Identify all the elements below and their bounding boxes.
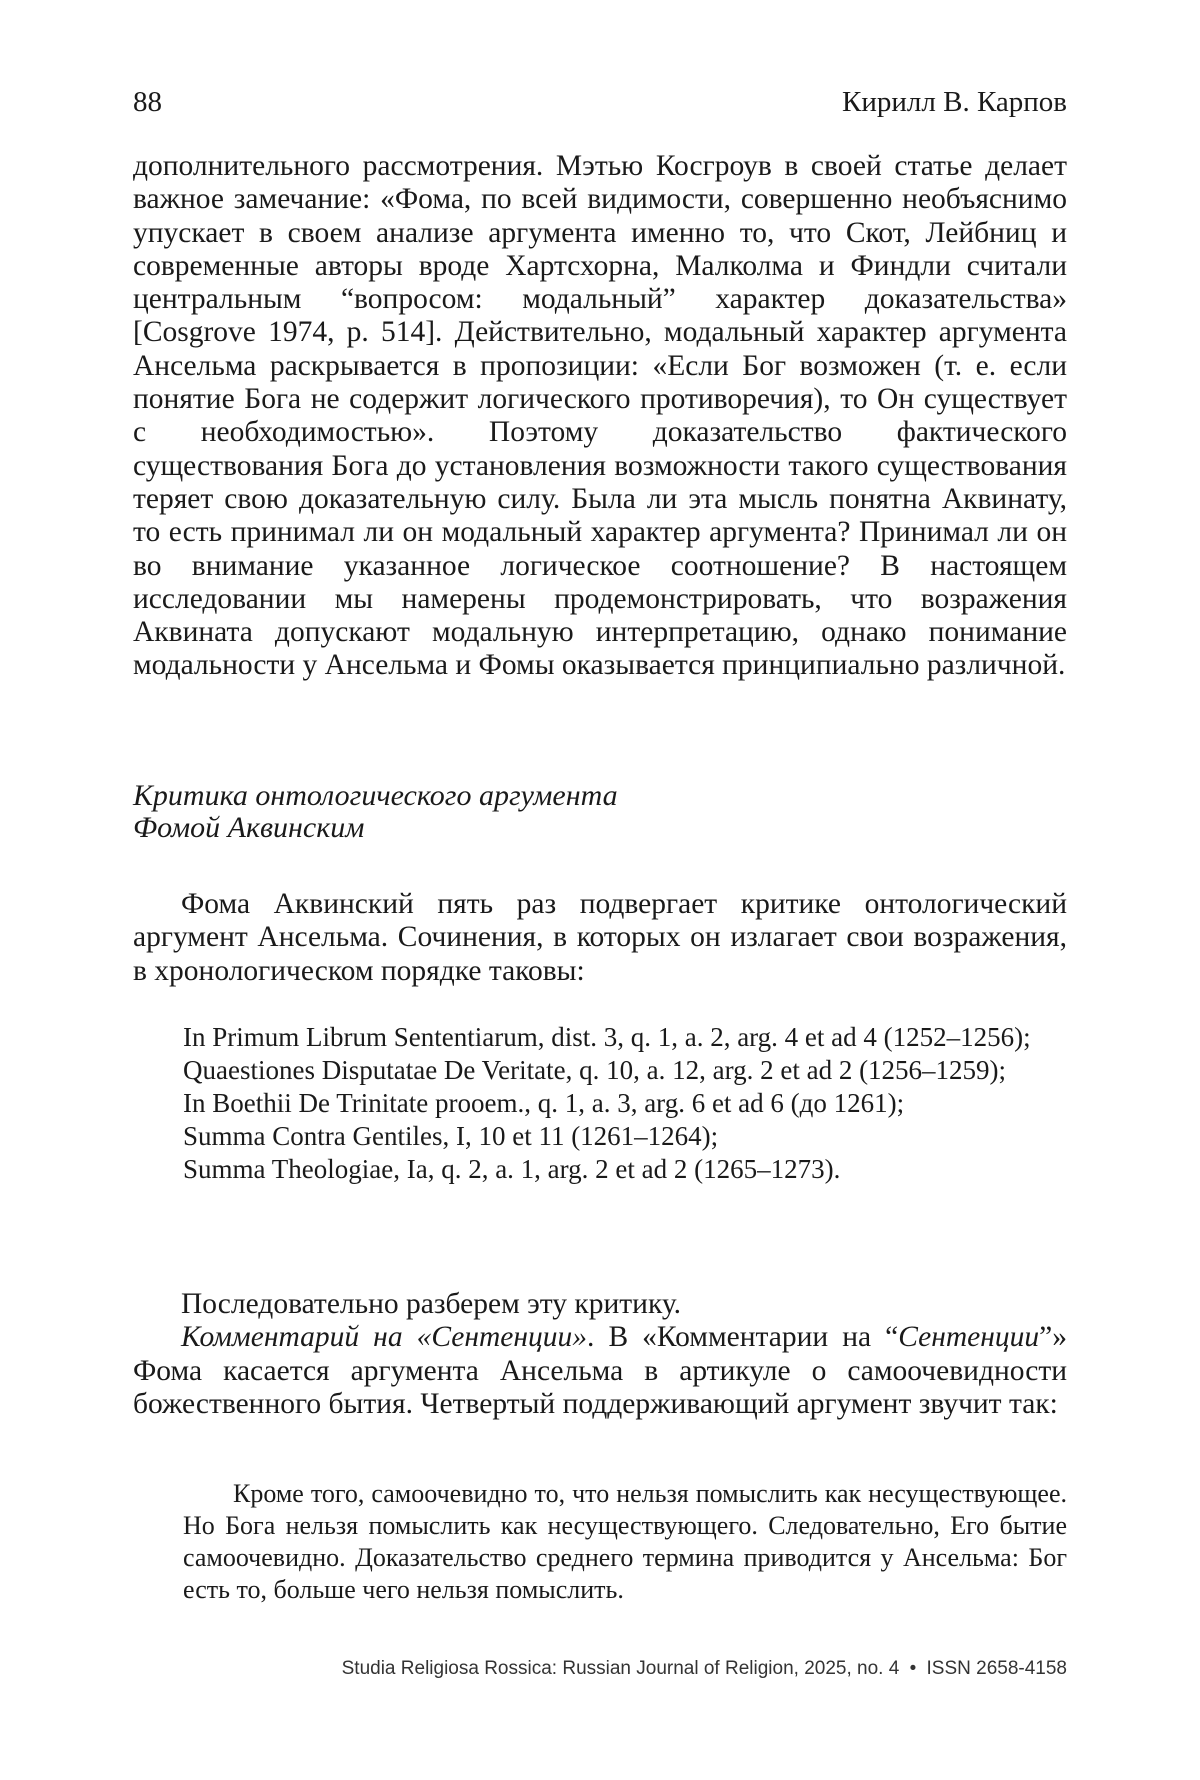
section-heading-line-2: Фомой Аквинским [133,811,365,844]
source-item: In Boethii De Trinitate prooem., q. 1, a. 3, arg. 6 et ad 6 (до 1261); [183,1088,905,1118]
source-list [183,1021,1067,1186]
page-footer [342,1658,1067,1680]
section-heading [133,780,1067,844]
analysis-block [133,1288,1067,1421]
page-header [133,86,1067,126]
source-item: Summa Contra Gentiles, I, 10 et 11 (1261–1264); [183,1121,719,1151]
commentary-subhead: Комментарий на «Сентенции» [181,1321,588,1354]
source-item: In Primum Librum Sententiarum, dist. 3, q. 1, a. 2, arg. 4 et ad 4 (1252–1256); [183,1022,1031,1052]
intro-paragraph-block [133,150,1067,683]
running-head-author: Кирилл В. Карпов [842,86,1067,118]
analysis-text-b: ”» Фома касается аргумента Ансельма в артикуле о самоочевидности божественного бытия. Четвертый поддерживающий аргумент звучит так: [133,1321,1067,1420]
section-intro-paragraph: Фома Аквинский пять раз подвергает критике онтологический аргумент Ансельма. Сочинения, в которых он излагает свои возражения, в хронологическом порядке таковы: [133,888,1067,987]
section-heading-line-1: Критика онтологического аргумента [133,779,618,812]
intro-paragraph: дополнительного рассмотрения. Мэтью Косгроув в своей статье делает важное замечание: «Фома, по всей видимости, совершенно необъяснимо упускает в своем анализе аргумента именно то, что Скот, Лейбниц и современные авторы вроде Хартсхорна, Малколма и Финдли считали центральным “вопросом: модальный” характер доказательства» [Cosgrove 1974, p. 514]. Действительно, модальный характер аргумента Ансельма раскрывается в пропозиции: «Если Бог возможен (т. е. если понятие Бога не содержит логического противоречия), то Он существует с необходимостью». Поэтому доказательство фактического существования Бога до установления возможности такого существования теряет свою доказательную силу. Была ли эта мысль понятна Аквинату, то есть принимал ли он модальный характер аргумента? Принимал ли он во внимание указанное логическое соотношение? В настоящем исследовании мы намерены продемонстрировать, что возражения Аквината допускают модальную интерпретацию, однако понимание модальности у Ансельма и Фомы оказывается принципиально различной. [133,150,1067,682]
quote-paragraph: Кроме того, самоочевидно то, что нельзя помыслить как несуществующее. Но Бога нельзя помыслить как несуществующего. Следовательно, Его бытие самоочевидно. Доказательство среднего термина приводится у Ансельма: Бог есть то, больше чего нельзя помыслить. [183,1479,1067,1604]
source-item: Quaestiones Disputatae De Veritate, q. 10, a. 12, arg. 2 et ad 2 (1256–1259); [183,1055,1007,1085]
analysis-italic-work: Сентенции [898,1321,1040,1354]
section-intro-block [133,888,1067,988]
page-number: 88 [133,86,162,118]
analysis-text-a: . В «Комментарии на “ [587,1321,899,1354]
analysis-line-1: Последовательно разберем эту критику. [181,1288,682,1320]
source-item: Summa Theologiae, Ia, q. 2, a. 1, arg. 2 et ad 2 (1265–1273). [183,1154,841,1184]
footer-journal: Studia Religiosa Rossica: Russian Journal of Religion, 2025, no. 4 [341,1658,900,1679]
block-quote [183,1478,1067,1606]
footer-separator: • [909,1658,917,1679]
analysis-paragraph [133,1321,1067,1421]
footer-issn: ISSN 2658-4158 [926,1658,1067,1679]
